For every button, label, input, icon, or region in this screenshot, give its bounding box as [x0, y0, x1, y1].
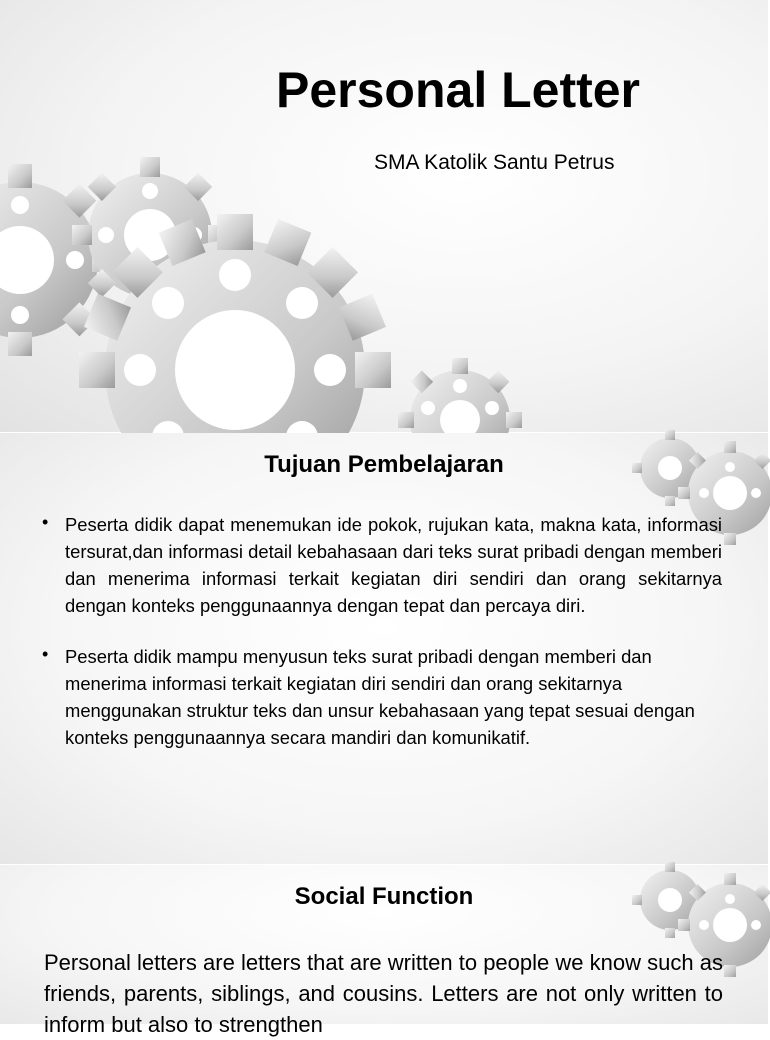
page-title: Personal Letter	[276, 62, 641, 118]
gears-cluster-large	[0, 170, 550, 450]
list-item	[42, 511, 722, 619]
body-text: Personal letters are letters that are written to people we know such as friends, parents, siblings, and cousins. Letters are not only written to inform but also to strengthen	[44, 950, 723, 1037]
bullet-icon: •	[42, 512, 49, 532]
list-item	[42, 643, 722, 751]
bullet-list	[42, 511, 722, 751]
slide-learning-objectives	[0, 433, 768, 864]
section-heading: Tujuan Pembelajaran	[264, 451, 504, 478]
bullet-text: Peserta didik dapat menemukan ide pokok, rujukan kata, makna kata, informasi tersurat,dan informasi detail kebahasaan dari teks surat pribadi dengan memberi dan menerima informasi terkait kegiatan diri sendiri dan orang sekitarnya dengan konteks penggunaannya dengan tepat dan percaya diri.	[65, 514, 722, 616]
section-heading: Social Function	[294, 883, 474, 910]
page-subtitle: SMA Katolik Santu Petrus	[374, 151, 615, 174]
gears-cluster-corner	[630, 865, 770, 960]
slide-title	[0, 0, 768, 432]
slide-social-function	[0, 865, 768, 1037]
bullet-icon: •	[42, 644, 49, 664]
bullet-text: Peserta didik mampu menyusun teks surat pribadi dengan memberi dan menerima informasi terkait kegiatan diri sendiri dan orang sekitarnya menggunakan struktur teks dan unsur kebahasaan yang tepat sesuai dengan konteks penggunaannya secara mandiri dan komunikatif.	[65, 646, 695, 748]
